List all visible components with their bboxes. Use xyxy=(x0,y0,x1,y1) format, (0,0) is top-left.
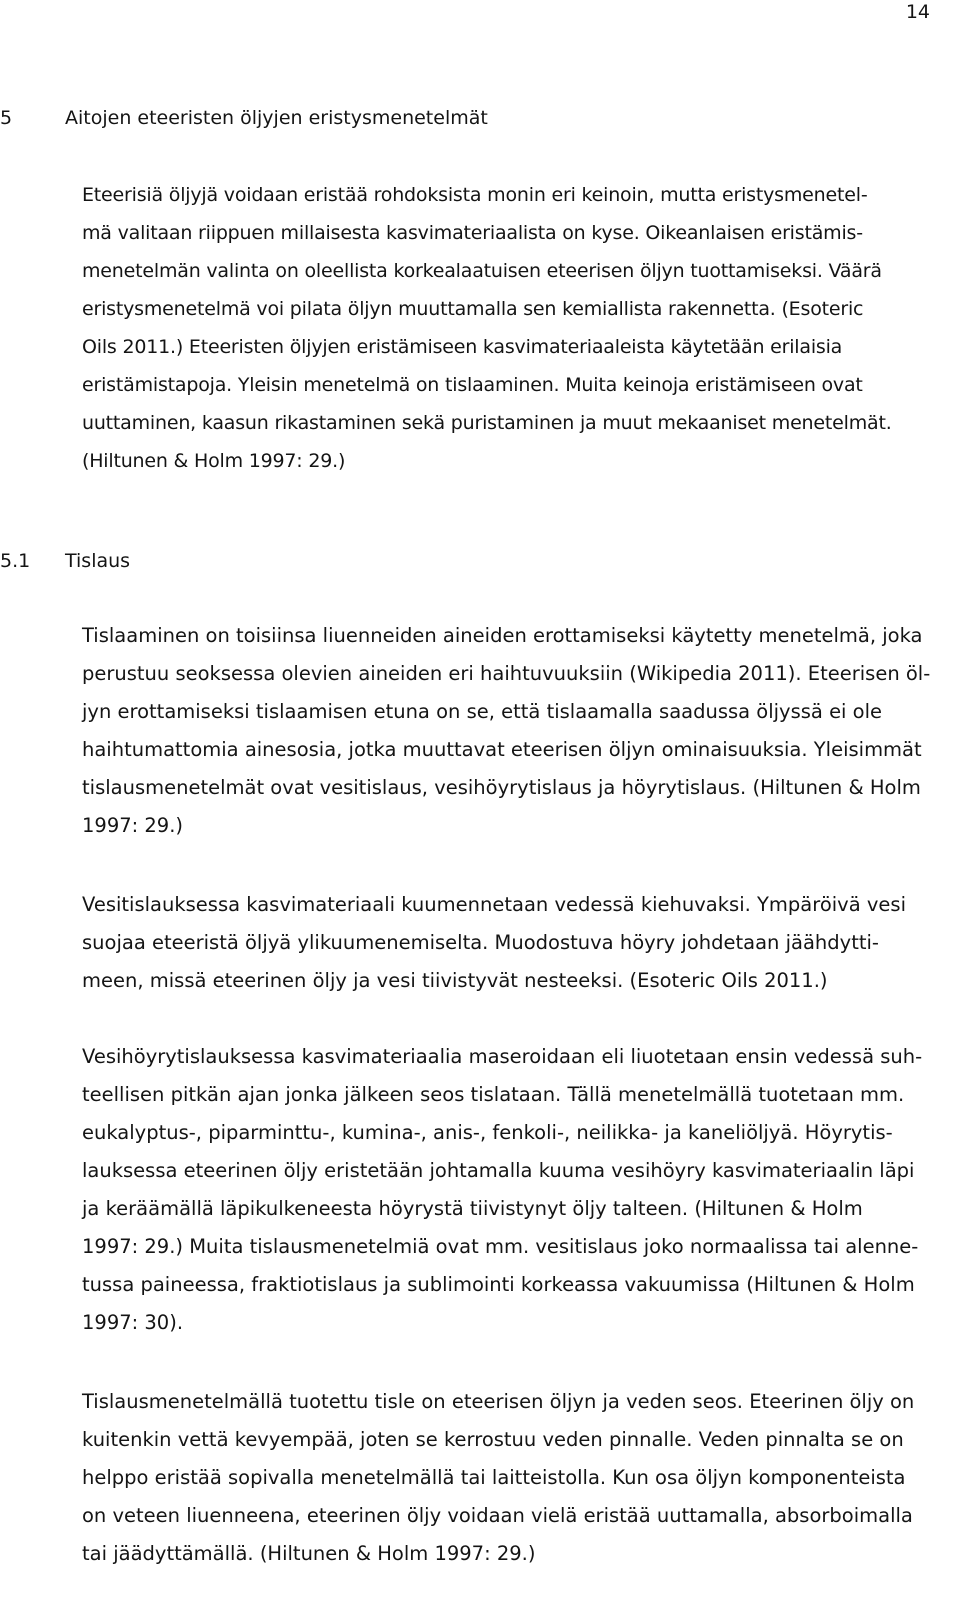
text-line: uuttaminen, kaasun rikastaminen sekä puristaminen ja muut mekaaniset menetelmät. xyxy=(82,412,892,434)
body-paragraph xyxy=(82,1038,942,1342)
text-line: perustuu seoksessa olevien aineiden eri haihtuvuuksiin (Wikipedia 2011). Eteerisen öl- xyxy=(82,662,931,685)
text-line: lauksessa eteerinen öljy eristetään johtamalla kuuma vesihöyry kasvimateriaalin läpi xyxy=(82,1159,915,1182)
text-line: Vesitislauksessa kasvimateriaali kuumennetaan vedessä kiehuvaksi. Ympäröivä vesi xyxy=(82,893,906,916)
section-title: Aitojen eteeristen öljyjen eristysmenetelmät xyxy=(65,107,488,129)
text-line: helppo eristää sopivalla menetelmällä tai laitteistolla. Kun osa öljyn komponenteista xyxy=(82,1466,906,1489)
text-line: 1997: 29.) Muita tislausmenetelmiä ovat mm. vesitislaus joko normaalissa tai alenne- xyxy=(82,1235,919,1258)
text-line: suojaa eteeristä öljyä ylikuumenemiselta. Muodostuva höyry johdetaan jäähdytti- xyxy=(82,931,879,954)
text-line: Tislaaminen on toisiinsa liuenneiden aineiden erottamiseksi käytetty menetelmä, joka xyxy=(82,624,923,647)
text-line: Vesihöyrytislauksessa kasvimateriaalia maseroidaan eli liuotetaan ensin vedessä suh- xyxy=(82,1045,923,1068)
text-line: menetelmän valinta on oleellista korkealaatuisen eteerisen öljyn tuottamiseksi. Väärä xyxy=(82,260,882,282)
text-line: meen, missä eteerinen öljy ja vesi tiivistyvät nesteeksi. (Esoteric Oils 2011.) xyxy=(82,969,828,992)
text-line: (Hiltunen & Holm 1997: 29.) xyxy=(82,450,346,472)
body-paragraph xyxy=(82,617,942,845)
body-paragraph xyxy=(82,886,942,1000)
text-line: jyn erottamiseksi tislaamisen etuna on se, että tislaamalla saadussa öljyssä ei ole xyxy=(82,700,883,723)
text-line: teellisen pitkän ajan jonka jälkeen seos tislataan. Tällä menetelmällä tuotetaan mm. xyxy=(82,1083,905,1106)
page-number: 14 xyxy=(905,1,930,23)
text-line: mä valitaan riippuen millaisesta kasvimateriaalista on kyse. Oikeanlaisen eristämis- xyxy=(82,222,863,244)
text-line: kuitenkin vettä kevyempää, joten se kerrostuu veden pinnalle. Veden pinnalta se on xyxy=(82,1428,904,1451)
body-paragraph xyxy=(82,1383,942,1573)
text-line: eukalyptus-, piparminttu-, kumina-, anis-, fenkoli-, neilikka- ja kaneliöljyä. Höyrytis- xyxy=(82,1121,893,1144)
text-line: haihtumattomia ainesosia, jotka muuttavat eteerisen öljyn ominaisuuksia. Yleisimmät xyxy=(82,738,922,761)
text-line: tai jäädyttämällä. (Hiltunen & Holm 1997: 29.) xyxy=(82,1542,536,1565)
text-line: eristämistapoja. Yleisin menetelmä on tislaaminen. Muita keinoja eristämiseen ovat xyxy=(82,374,863,396)
text-line: Eteerisiä öljyjä voidaan eristää rohdoksista monin eri keinoin, mutta eristysmenetel- xyxy=(82,184,868,206)
text-line: ja keräämällä läpikulkeneesta höyrystä tiivistynyt öljy talteen. (Hiltunen & Holm xyxy=(82,1197,863,1220)
text-line: 1997: 29.) xyxy=(82,814,184,837)
text-line: Tislausmenetelmällä tuotettu tisle on eteerisen öljyn ja veden seos. Eteerinen öljy on xyxy=(82,1390,915,1413)
text-line: Oils 2011.) Eteeristen öljyjen eristämiseen kasvimateriaaleista käytetään erilaisia xyxy=(82,336,843,358)
section-intro-paragraph xyxy=(82,176,942,480)
text-line: eristysmenetelmä voi pilata öljyn muuttamalla sen kemiallista rakennetta. (Esoteric xyxy=(82,298,864,320)
text-line: on veteen liuenneena, eteerinen öljy voidaan vielä eristää uuttamalla, absorboimalla xyxy=(82,1504,913,1527)
section-number: 5 xyxy=(0,107,13,129)
text-line: tislausmenetelmät ovat vesitislaus, vesihöyrytislaus ja höyrytislaus. (Hiltunen & Holm xyxy=(82,776,921,799)
subsection-number: 5.1 xyxy=(0,550,31,572)
subsection-title: Tislaus xyxy=(65,550,131,572)
text-line: 1997: 30). xyxy=(82,1311,184,1334)
text-line: tussa paineessa, fraktiotislaus ja sublimointi korkeassa vakuumissa (Hiltunen & Holm xyxy=(82,1273,915,1296)
